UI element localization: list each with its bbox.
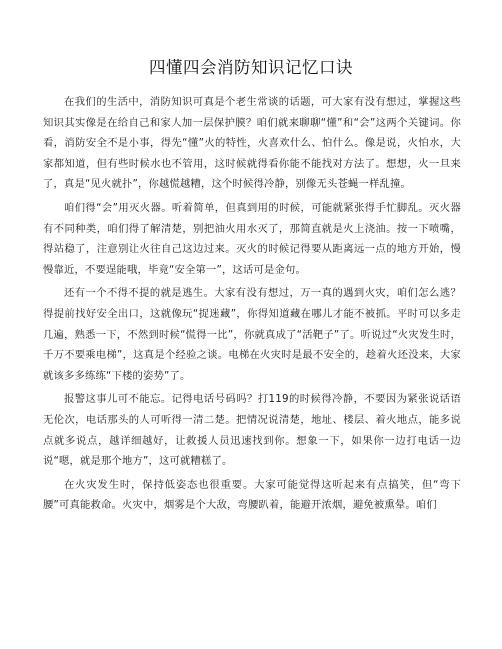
paragraph-5: 在火灾发生时，保持低姿态也很重要。大家可能觉得这听起来有点搞笑，但“弯下腰”可真能救命。火灾中，烟雾是个大敌，弯腰趴着，能避开浓烟，避免被熏晕。咱们 bbox=[43, 478, 461, 512]
paragraph-1: 在我们的生活中，消防知识可真是个老生常谈的话题，可大家有没有想过，掌握这些知识其实像是在给自己和家人加一层保护膜？咱们就来聊聊“懂”和“会”这两个关键词。你看，消防安全不是小事，得先“懂”火的特性，火喜欢什么、怕什么。像是说，火怕水，大家都知道，但有些时候水也不管用，这时候就得看你能不能找对方法了。想想，火一旦来了，真是“见火就扑”，你越慌越糟，这个时候得冷静，别像无头苍蝇一样乱撞。 bbox=[43, 96, 461, 191]
document-title: 四懂四会消防知识记忆口诀 bbox=[149, 58, 353, 77]
paragraph-2: 咱们得“会”用灭火器。听着简单，但真到用的时候，可能就紧张得手忙脚乱。灭火器有不同种类，咱们得了解清楚，别把油火用水灭了，那简直就是火上浇油。按一下喷嘴，得站稳了，注意别让火往自己这边过来。灭火的时候记得要从距离远一点的地方开始，慢慢靠近，不要逞能哦，毕竟“安全第一”，这话可是金句。 bbox=[43, 201, 461, 276]
paragraph-4: 报警这事儿可不能忘。记得电话号码吗？打119的时候得冷静，不要因为紧张说话语无伦次，电话那头的人可听得一清二楚。把情况说清楚，地址、楼层、着火地点，能多说点就多说点，越详细越好，让救援人员迅速找到你。想象一下，如果你一边打电话一边说“嗯，就是那个地方”，这可就糟糕了。 bbox=[43, 393, 461, 468]
paragraph-3: 还有一个不得不提的就是逃生。大家有没有想过，万一真的遇到火灾，咱们怎么逃？得提前找好安全出口，这就像玩“捉迷藏”，你得知道藏在哪儿才能不被抓。平时可以多走几遍，熟悉一下，不然到时候“慌得一比”，你就真成了“活靶子”了。听说过“火灾发生时，千万不要乘电梯”，这真是个经验之谈。电梯在火灾时是最不安全的，趁着火还没来，大家就该多多练练“下楼的姿势”了。 bbox=[43, 287, 461, 382]
document-body bbox=[43, 92, 461, 517]
